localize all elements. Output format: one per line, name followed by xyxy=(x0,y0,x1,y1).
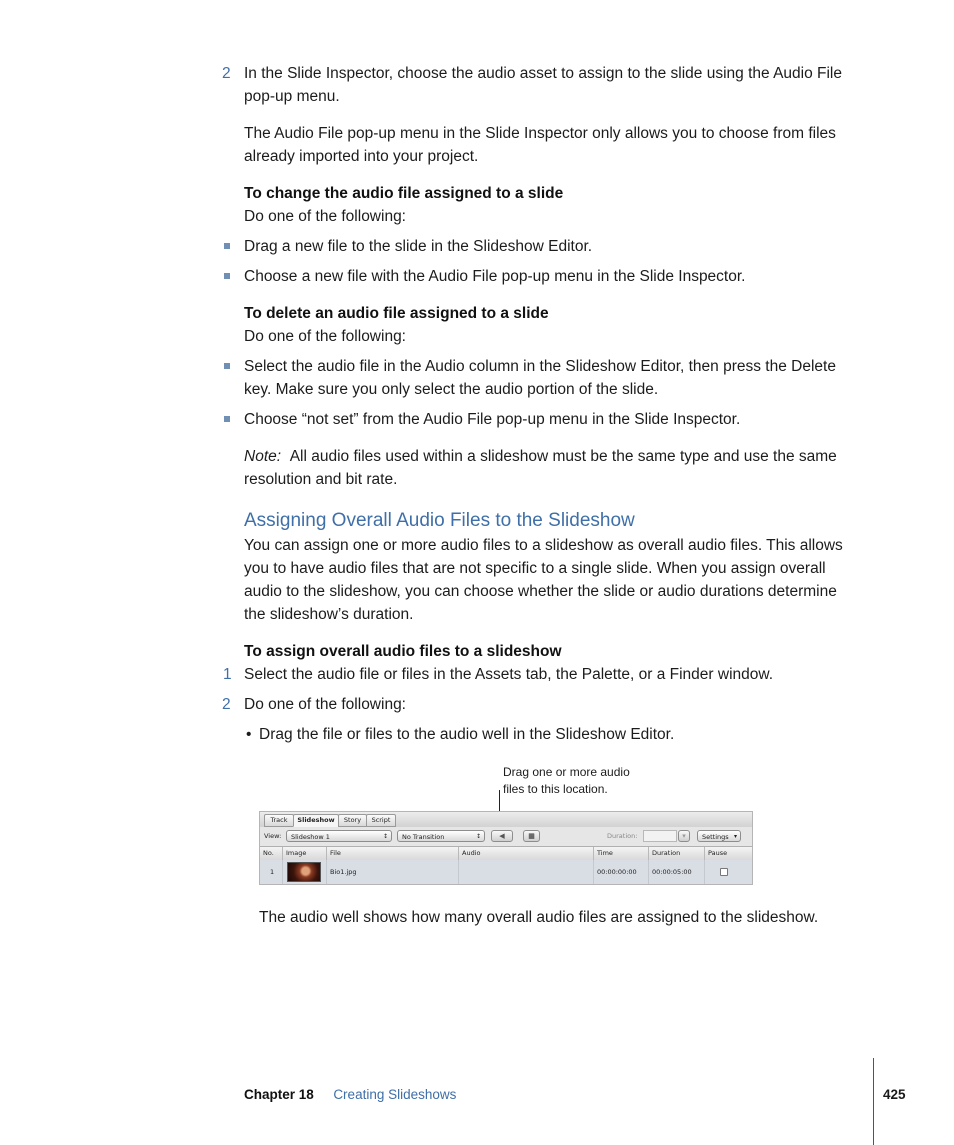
audio-well[interactable] xyxy=(491,830,513,842)
step-text: In the Slide Inspector, choose the audio asset to assign to the slide using the Audio File pop-up menu. xyxy=(244,65,842,105)
duration-label: Duration: xyxy=(607,832,638,840)
speaker-icon: ◀ xyxy=(499,832,505,840)
tab-script[interactable]: Script xyxy=(366,814,396,827)
bullet-item: Choose “not set” from the Audio File pop-up menu in the Slide Inspector. xyxy=(244,411,741,428)
updown-arrow-icon: ↕ xyxy=(475,833,481,840)
sub-bullet-dot: • xyxy=(246,726,252,743)
grid-icon: ▦ xyxy=(528,832,535,840)
task-heading: To assign overall audio files to a slideshow xyxy=(244,643,562,660)
view-popup[interactable]: Slideshow 1 ↕ xyxy=(286,830,392,842)
col-no[interactable]: No. xyxy=(260,847,283,860)
step-number: 2 xyxy=(222,696,231,713)
task-intro: Do one of the following: xyxy=(244,328,406,345)
tab-slideshow[interactable]: Slideshow xyxy=(293,814,339,827)
table-row[interactable] xyxy=(260,860,752,884)
task-intro: Do one of the following: xyxy=(244,208,406,225)
step-number: 2 xyxy=(222,65,231,82)
bullet-item: Select the audio file in the Audio column in the Slideshow Editor, then press the Delete key. Make sure you only select the audio portion of the slide. xyxy=(244,358,836,398)
note-label: Note: xyxy=(244,448,282,465)
tab-bar xyxy=(260,812,752,828)
chapter-number: Chapter 18 xyxy=(244,1087,314,1102)
bullet-item: Drag a new file to the slide in the Slideshow Editor. xyxy=(244,238,593,255)
col-file[interactable]: File xyxy=(327,847,459,860)
cell-no: 1 xyxy=(260,860,283,884)
task-heading: To delete an audio file assigned to a slide xyxy=(244,305,549,322)
col-pause[interactable]: Pause xyxy=(708,849,728,857)
chevron-down-icon: ▾ xyxy=(733,833,737,840)
bullet-square-icon xyxy=(224,273,230,279)
section-heading: Assigning Overall Audio Files to the Slideshow xyxy=(244,510,635,531)
footer-divider xyxy=(873,1058,874,1145)
cell-file: Bio1.jpg xyxy=(327,860,459,884)
chevron-down-icon: ▾ xyxy=(682,832,686,840)
transition-popup[interactable]: No Transition ↕ xyxy=(397,830,485,842)
toolbar xyxy=(260,827,752,847)
column-headers xyxy=(260,847,752,861)
callout-text: Drag one or more audio files to this location. xyxy=(503,765,630,796)
cell-audio[interactable] xyxy=(459,860,594,884)
step-text: Do one of the following: xyxy=(244,696,406,713)
cell-time: 00:00:00:00 xyxy=(594,860,649,884)
page-number: 425 xyxy=(883,1087,906,1102)
tab-track[interactable]: Track xyxy=(264,814,294,827)
paragraph: The Audio File pop-up menu in the Slide Inspector only allows you to choose from files already imported into your project. xyxy=(244,125,836,165)
col-image[interactable]: Image xyxy=(283,847,327,860)
col-duration[interactable]: Duration xyxy=(649,847,705,860)
bullet-square-icon xyxy=(224,363,230,369)
task-heading: To change the audio file assigned to a slide xyxy=(244,185,564,202)
col-time[interactable]: Time xyxy=(594,847,649,860)
note: Note: All audio files used within a slideshow must be the same type and use the same resolution and bit rate. xyxy=(244,448,837,488)
step-number: 1 xyxy=(223,666,232,683)
tab-story[interactable]: Story xyxy=(338,814,367,827)
bullet-square-icon xyxy=(224,243,230,249)
col-audio[interactable]: Audio xyxy=(459,847,594,860)
footer-chapter xyxy=(244,1086,456,1104)
section-paragraph: You can assign one or more audio files to a slideshow as overall audio files. This allows you to have audio files that are not specific to a single slide. When you assign overall audio to the slideshow, you can choose whether the slide or audio durations determine the slideshow’s duration. xyxy=(244,537,843,623)
updown-arrow-icon: ↕ xyxy=(382,833,388,840)
duration-stepper[interactable] xyxy=(678,830,690,842)
step-text: Select the audio file or files in the Assets tab, the Palette, or a Finder window. xyxy=(244,666,774,683)
slideshow-editor-screenshot xyxy=(259,811,753,885)
slide-thumbnail xyxy=(287,862,321,882)
view-label: View: xyxy=(264,832,282,840)
sub-bullet-item: Drag the file or files to the audio well in the Slideshow Editor. xyxy=(259,726,675,743)
bullet-square-icon xyxy=(224,416,230,422)
caption: The audio well shows how many overall audio files are assigned to the slideshow. xyxy=(259,909,819,926)
settings-popup[interactable]: Settings ▾ xyxy=(697,830,741,842)
duration-field[interactable] xyxy=(643,830,677,842)
chapter-title: Creating Slideshows xyxy=(333,1087,457,1102)
cell-pause xyxy=(705,860,752,884)
cell-duration: 00:00:05:00 xyxy=(649,860,705,884)
pause-checkbox[interactable] xyxy=(720,868,728,876)
bullet-item: Choose a new file with the Audio File pop-up menu in the Slide Inspector. xyxy=(244,268,746,285)
motion-button[interactable] xyxy=(523,830,540,842)
